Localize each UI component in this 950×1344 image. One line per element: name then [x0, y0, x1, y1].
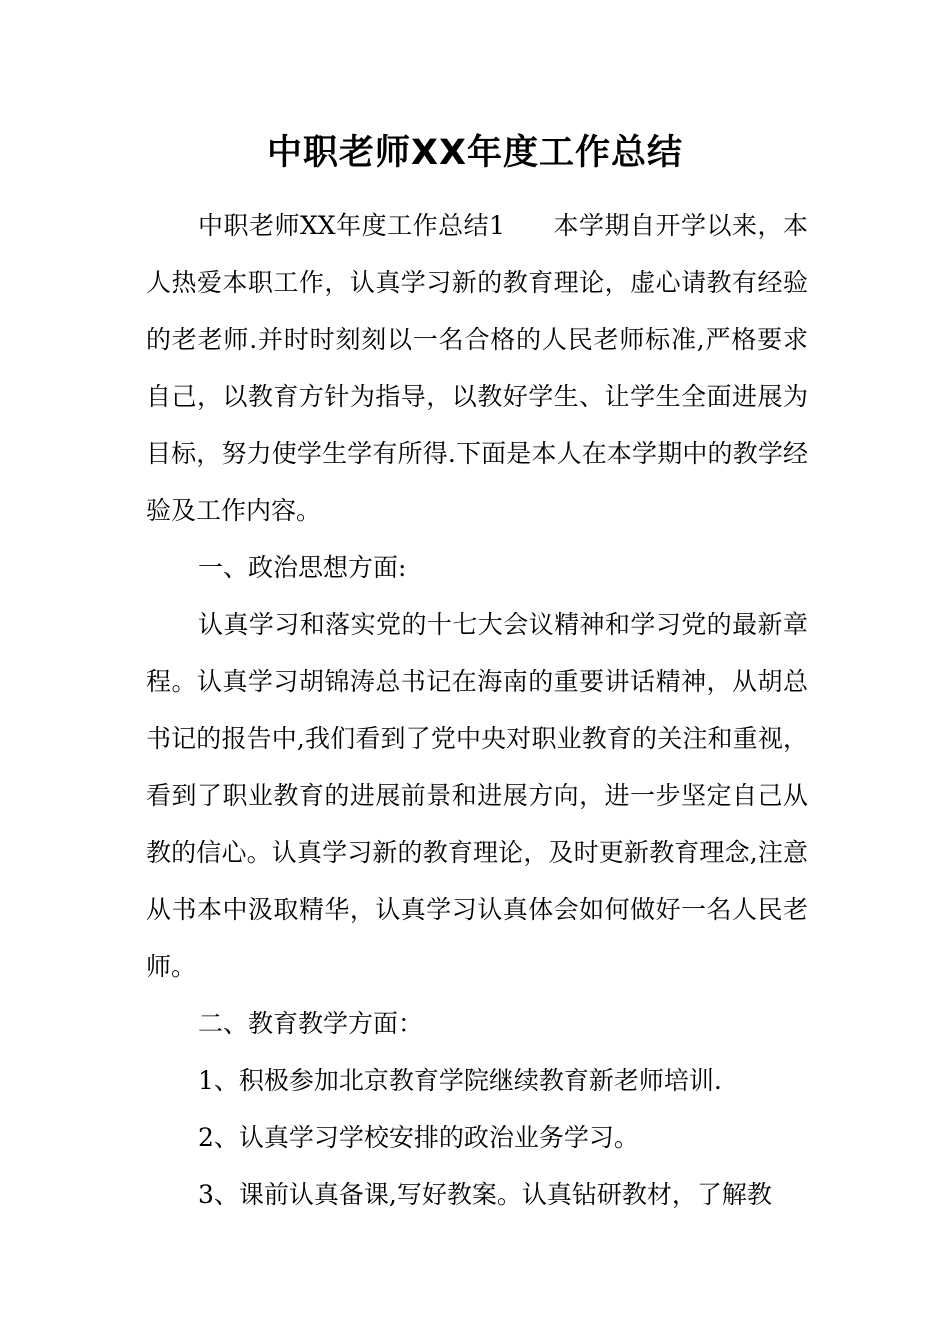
list-item-1: 1、积极参加北京教育学院继续教育新老师培训.	[198, 1066, 722, 1095]
section2-heading: 二、教育教学方面：	[198, 1009, 424, 1038]
list-item-2: 2、认真学习学校安排的政治业务学习。	[198, 1123, 639, 1152]
intro-label: 中职老师XX年度工作总结1	[198, 211, 505, 240]
document-title: 中职老师XX年度工作总结	[267, 133, 683, 173]
section1-paragraph: 认真学习和落实党的十七大会议精神和学习党的最新章程。认真学习胡锦涛总书记在海南的重要讲话精神，从胡总书记的报告中,我们看到了党中央对职业教育的关注和重视，看到了职业教育的进展前景和进展方向，进一步坚定自己从教的信心。认真学习新的教育理论，及时更新教育理念,注意从书本中汲取精华，认真学习认真体会如何做好一名人民老师。	[146, 610, 808, 981]
document-body	[146, 197, 808, 1223]
section1-heading: 一、政治思想方面:	[198, 553, 407, 582]
list-item-3: 3、课前认真备课,写好教案。认真钻研教材，了解教	[198, 1180, 772, 1209]
intro-text: 本学期自开学以来，本人热爱本职工作，认真学习新的教育理论，虚心请教有经验的老老师.并时时刻刻以一名合格的人民老师标准,严格要求自己，以教育方针为指导，以教好学生、让学生全面进展为目标，努力使学生学有所得.下面是本人在本学期中的教学经验及工作内容。	[146, 211, 808, 525]
intro-paragraph	[146, 197, 808, 539]
